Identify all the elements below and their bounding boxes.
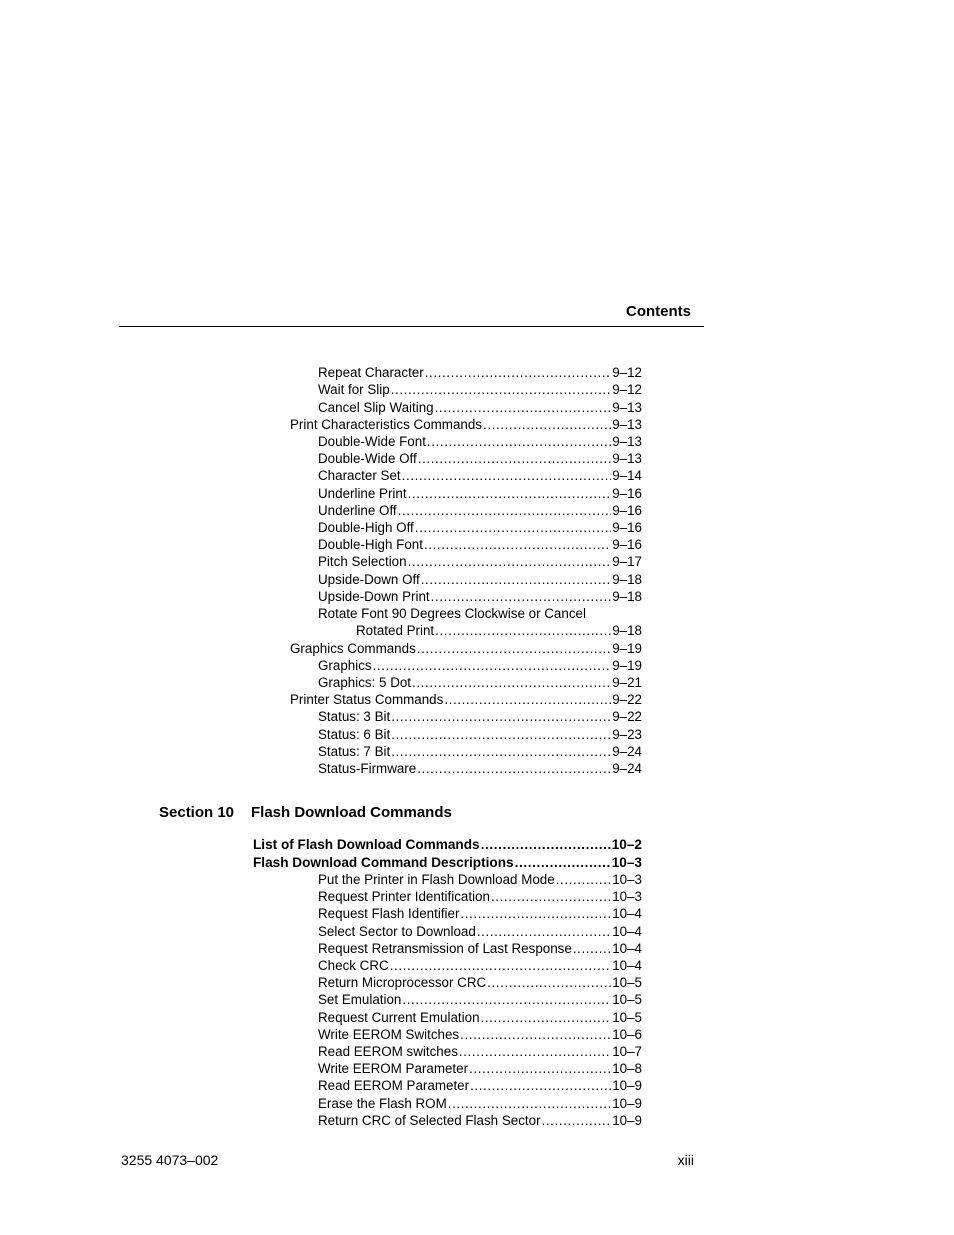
- toc-entry-pitch-selection[interactable]: Pitch Selection ..... 9–17: [318, 553, 642, 570]
- toc-entry-write-eerom-parameter[interactable]: Write EEROM Parameter ..... 10–8: [318, 1060, 642, 1077]
- toc-entry-graphics-commands[interactable]: Graphics Commands ..... 9–19: [290, 640, 642, 657]
- toc-entry-list-of-flash-download-commands[interactable]: List of Flash Download Commands ..... 10–2: [253, 836, 642, 853]
- toc-entry-read-eerom-switches[interactable]: Read EEROM switches ..... 10–7: [318, 1043, 642, 1060]
- toc-entry-status-7-bit[interactable]: Status: 7 Bit ..... 9–24: [318, 743, 642, 760]
- toc-entry-return-crc-selected-sector[interactable]: Return CRC of Selected Flash Sector ..... 10–9: [318, 1112, 642, 1129]
- toc-entry-rotate-font-line1[interactable]: Rotate Font 90 Degrees Clockwise or Cancel: [318, 606, 586, 621]
- toc-entry-flash-download-command-descriptions[interactable]: Flash Download Command Descriptions ..... 10–3: [253, 854, 642, 871]
- toc-entry-print-characteristics-commands[interactable]: Print Characteristics Commands ..... 9–13: [290, 416, 642, 433]
- footer-page-number: xiii: [677, 1152, 694, 1168]
- toc-entry-return-microprocessor-crc[interactable]: Return Microprocessor CRC ..... 10–5: [318, 974, 642, 991]
- toc-entry-double-high-off[interactable]: Double-High Off ..... 9–16: [318, 519, 642, 536]
- toc-entry-set-emulation[interactable]: Set Emulation ..... 10–5: [318, 991, 642, 1008]
- toc-entry-character-set[interactable]: Character Set ..... 9–14: [318, 467, 642, 484]
- toc-entry-status-3-bit[interactable]: Status: 3 Bit ..... 9–22: [318, 708, 642, 725]
- section-number: Section 10: [159, 804, 235, 821]
- toc-entry-request-printer-identification[interactable]: Request Printer Identification ..... 10–3: [318, 888, 642, 905]
- toc-entry-select-sector-to-download[interactable]: Select Sector to Download ..... 10–4: [318, 923, 642, 940]
- toc-entry-erase-flash-rom[interactable]: Erase the Flash ROM ..... 10–9: [318, 1095, 642, 1112]
- section-heading[interactable]: [159, 804, 452, 821]
- page-header-title: Contents: [626, 303, 691, 320]
- toc-entry-printer-status-commands[interactable]: Printer Status Commands ..... 9–22: [290, 691, 642, 708]
- toc-entry-cancel-slip-waiting[interactable]: Cancel Slip Waiting ..... 9–13: [318, 399, 642, 416]
- toc-entry-status-6-bit[interactable]: Status: 6 Bit ..... 9–23: [318, 726, 642, 743]
- header-rule: [119, 326, 704, 327]
- toc-entry-rotated-print[interactable]: Rotated Print ..... 9–18: [356, 622, 642, 639]
- toc-entry-graphics-5-dot[interactable]: Graphics: 5 Dot ..... 9–21: [318, 674, 642, 691]
- toc-entry-double-wide-font[interactable]: Double-Wide Font ..... 9–13: [318, 433, 642, 450]
- toc-entry-check-crc[interactable]: Check CRC ..... 10–4: [318, 957, 642, 974]
- toc-entry-status-firmware[interactable]: Status-Firmware ..... 9–24: [318, 760, 642, 777]
- footer-doc-number: 3255 4073–002: [121, 1152, 219, 1168]
- section-title: Flash Download Commands: [251, 804, 452, 821]
- toc-entry-request-flash-identifier[interactable]: Request Flash Identifier ..... 10–4: [318, 905, 642, 922]
- toc-entry-put-printer-in-flash-download-mode[interactable]: Put the Printer in Flash Download Mode ..... 10–3: [318, 871, 642, 888]
- toc-entry-double-wide-off[interactable]: Double-Wide Off ..... 9–13: [318, 450, 642, 467]
- toc-entry-request-retransmission[interactable]: Request Retransmission of Last Response ..... 10–4: [318, 940, 642, 957]
- toc-entry-underline-off[interactable]: Underline Off ..... 9–16: [318, 502, 642, 519]
- toc-entry-read-eerom-parameter[interactable]: Read EEROM Parameter ..... 10–9: [318, 1077, 642, 1094]
- toc-entry-write-eerom-switches[interactable]: Write EEROM Switches ..... 10–6: [318, 1026, 642, 1043]
- toc-entry-double-high-font[interactable]: Double-High Font ..... 9–16: [318, 536, 642, 553]
- toc-entry-request-current-emulation[interactable]: Request Current Emulation ..... 10–5: [318, 1009, 642, 1026]
- toc-entry-repeat-character[interactable]: Repeat Character ..... 9–12: [318, 364, 642, 381]
- toc-entry-upside-down-off[interactable]: Upside-Down Off ..... 9–18: [318, 571, 642, 588]
- toc-entry-underline-print[interactable]: Underline Print ..... 9–16: [318, 485, 642, 502]
- toc-entry-upside-down-print[interactable]: Upside-Down Print ..... 9–18: [318, 588, 642, 605]
- toc-entry-wait-for-slip[interactable]: Wait for Slip ..... 9–12: [318, 381, 642, 398]
- toc-entry-graphics[interactable]: Graphics ..... 9–19: [318, 657, 642, 674]
